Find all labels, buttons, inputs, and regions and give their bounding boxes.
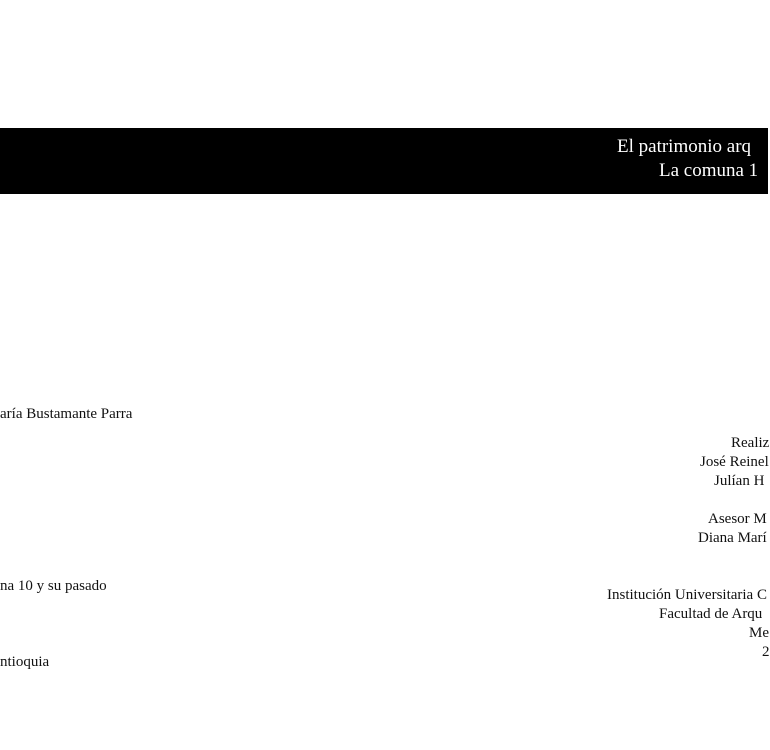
author-name-2: Julían H — [714, 473, 765, 489]
institution-name: Institución Universitaria C — [607, 587, 767, 603]
year-text: 2 — [762, 644, 770, 660]
advisor-label: Asesor M — [708, 511, 767, 527]
city-name: Me — [749, 625, 769, 641]
left-university-line: ntioquia — [0, 654, 50, 670]
left-title-line: na 10 y su pasado — [0, 578, 107, 594]
faculty-name: Facultad de Arqu — [659, 606, 763, 622]
left-author-line: aría Bustamante Parra — [0, 406, 133, 422]
title-line-1: El patrimonio arq — [617, 136, 752, 157]
author-name-1: José Reinel — [700, 454, 769, 470]
advisor-name: Diana Marí — [698, 530, 767, 546]
realized-by-label: Realiz — [731, 435, 770, 451]
title-line-2: La comuna 1 — [659, 160, 759, 181]
